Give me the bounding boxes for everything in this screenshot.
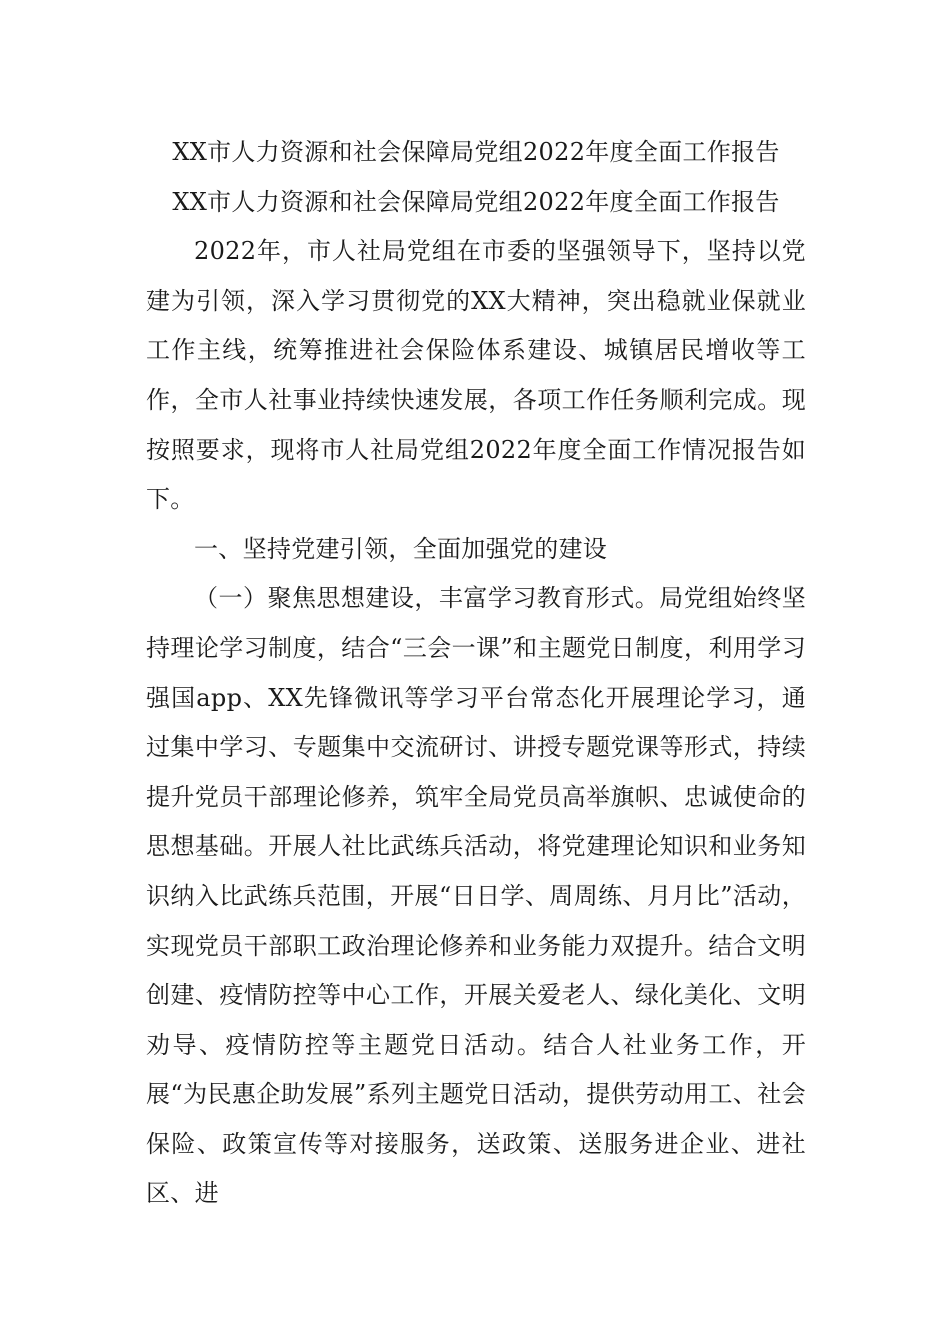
section-heading: 一、坚持党建引领，全面加强党的建设 <box>194 534 608 563</box>
document-body <box>146 128 806 1219</box>
intro-paragraph: 2022年，市人社局党组在市委的坚强领导下，坚持以党建为引领，深入学习贯彻党的XX大精神，突出稳就业保就业工作主线，统筹推进社会保险体系建设、城镇居民增收等工作，全市人社事业持续快速发展，各项工作任务顺利完成。现按照要求，现将市人社局党组2022年度全面工作情况报告如下。 <box>146 237 806 514</box>
document-subtitle: XX市人力资源和社会保障局党组2022年度全面工作报告 <box>172 187 780 216</box>
document-title: XX市人力资源和社会保障局党组2022年度全面工作报告 <box>172 138 780 166</box>
subsection-paragraph: （一）聚焦思想建设，丰富学习教育形式。局党组始终坚持理论学习制度，结合“三会一课”和主题党日制度，利用学习强国app、XX先锋微讯等学习平台常态化开展理论学习，通过集中学习、专题集中交流研讨、讲授专题党课等形式，持续提升党员干部理论修养，筑牢全局党员高举旗帜、忠诚使命的思想基础。开展人社比武练兵活动，将党建理论知识和业务知识纳入比武练兵范围，开展“日日学、周周练、月月比”活动，实现党员干部职工政治理论修养和业务能力双提升。结合文明创建、疫情防控等中心工作，开展关爱老人、绿化美化、文明劝导、疫情防控等主题党日活动。结合人社业务工作，开展“为民惠企助发展”系列主题党日活动，提供劳动用工、社会保险、政策宣传等对接服务，送政策、送服务进企业、进社区、进 <box>146 584 806 1208</box>
